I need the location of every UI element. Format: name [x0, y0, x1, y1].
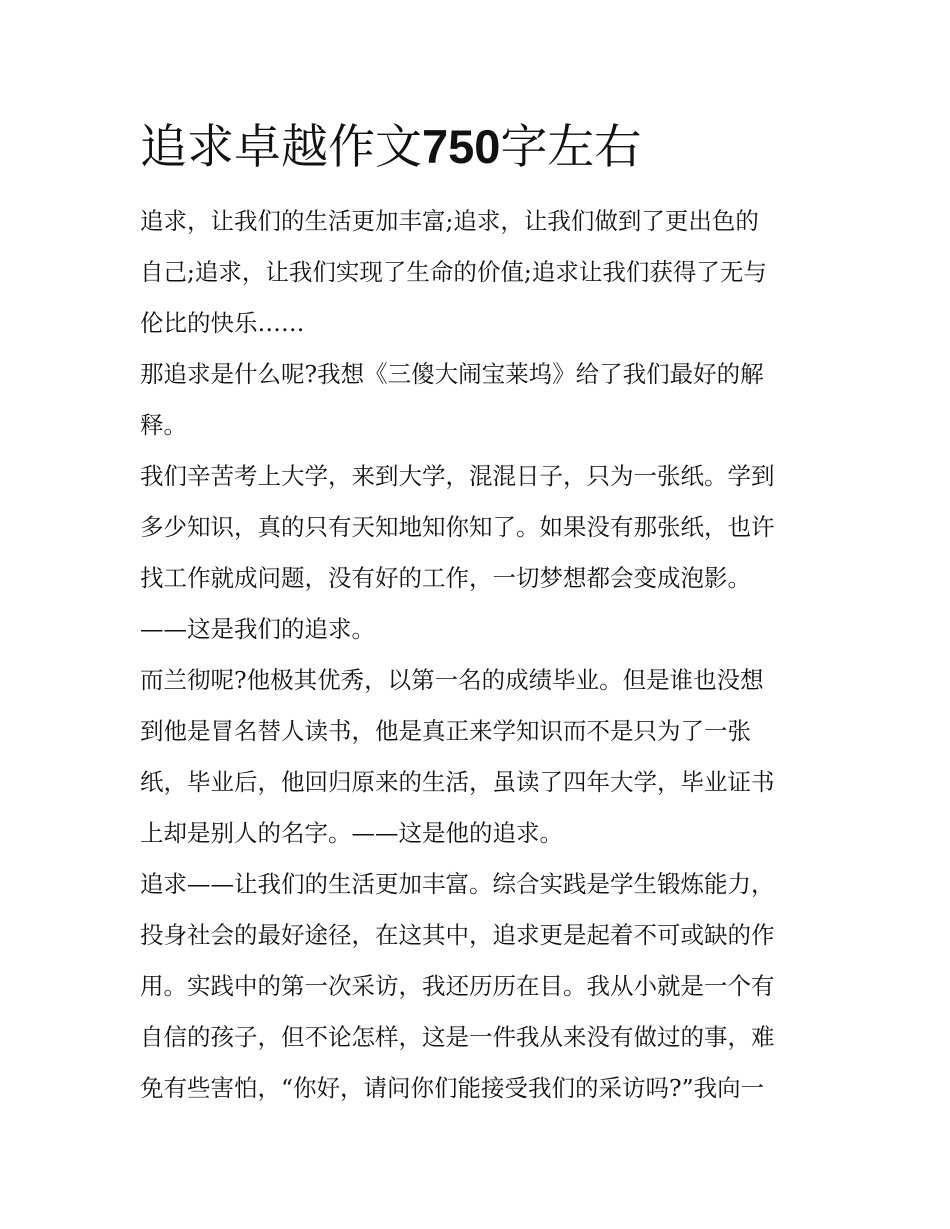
text-line: 找工作就成问题，没有好的工作，一切梦想都会变成泡影。 [140, 564, 751, 592]
text-line: 到他是冒名替人读书，他是真正来学知识而不是只为了一张 [140, 717, 751, 745]
text-line: 那追求是什么呢?我想《三傻大闹宝莱坞》给了我们最好的解 [140, 360, 764, 388]
document-body [140, 196, 820, 1114]
text-line: 免有些害怕，“你好，请问你们能接受我们的采访吗?”我向一 [140, 1074, 765, 1102]
page-title [140, 112, 641, 183]
title-number: 750 [422, 120, 501, 173]
text-line: 上却是别人的名字。——这是他的追求。 [140, 819, 563, 847]
text-line: 我们辛苦考上大学，来到大学，混混日子，只为一张纸。学到 [140, 462, 775, 490]
text-line: 追求，让我们的生活更加丰富;追求，让我们做到了更出色的 [140, 207, 759, 235]
title-prefix: 追求卓越作文 [140, 120, 422, 175]
text-line: 自己;追求，让我们实现了生命的价值;追求让我们获得了无与 [140, 258, 767, 286]
text-line: ——这是我们的追求。 [140, 615, 375, 643]
text-line: 多少知识，真的只有天知地知你知了。如果没有那张纸，也许 [140, 513, 775, 541]
text-line: 用。实践中的第一次采访，我还历历在目。我从小就是一个有 [140, 972, 775, 1000]
text-line: 伦比的快乐…… [140, 309, 305, 337]
title-suffix: 字左右 [500, 120, 642, 175]
text-line: 纸，毕业后，他回归原来的生活，虽读了四年大学，毕业证书 [140, 768, 775, 796]
text-line: 而兰彻呢?他极其优秀，以第一名的成绩毕业。但是谁也没想 [140, 666, 764, 694]
text-line: 释。 [140, 411, 187, 439]
text-line: 追求——让我们的生活更加丰富。综合实践是学生锻炼能力， [140, 870, 775, 898]
text-line: 投身社会的最好途径，在这其中，追求更是起着不可或缺的作 [140, 921, 775, 949]
text-line: 自信的孩子，但不论怎样，这是一件我从来没有做过的事，难 [140, 1023, 775, 1051]
